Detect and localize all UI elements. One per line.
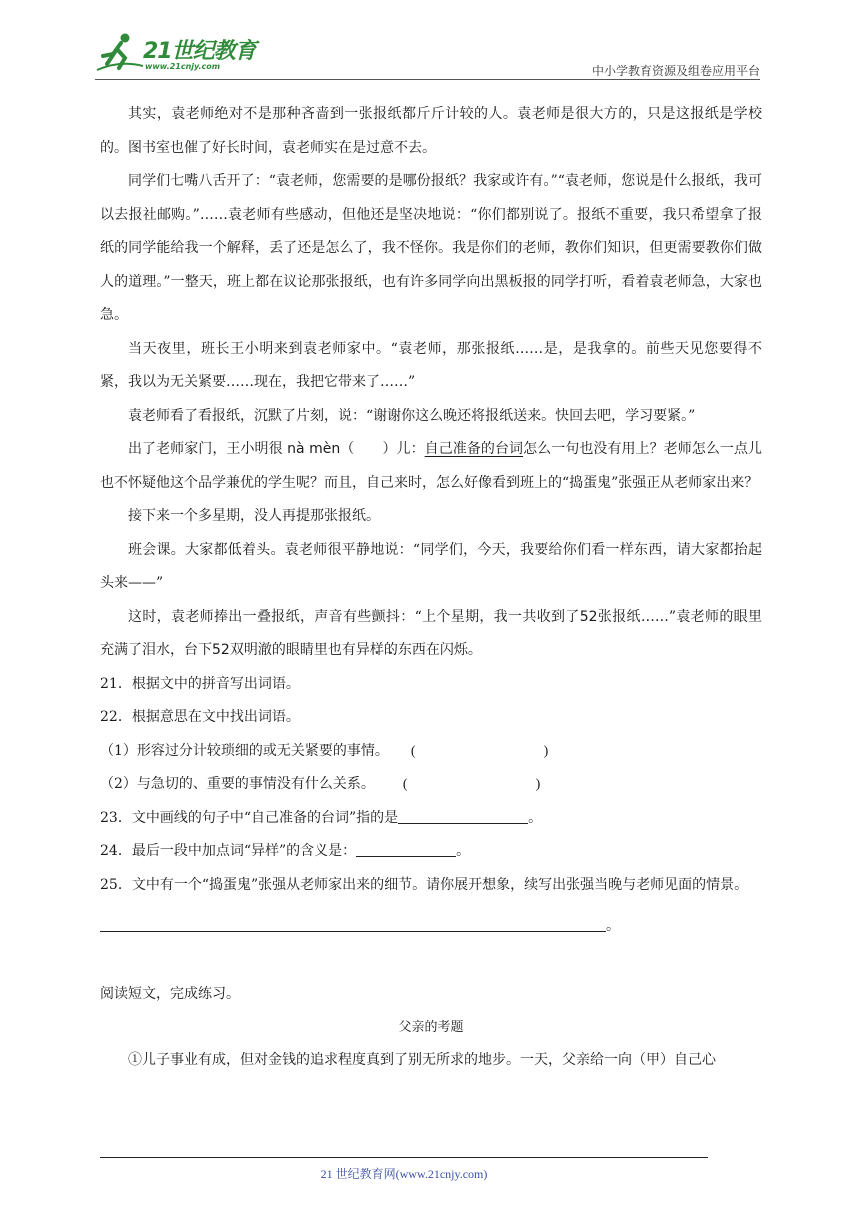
dotted-char: 样 • [370, 642, 384, 658]
sub-question-text: （2）与急切的、重要的事情没有什么关系。 [100, 776, 375, 792]
paragraph-text: 双明澈的眼睛里也有 [229, 642, 356, 658]
number-text: 52 [212, 642, 230, 658]
question-end-punct: 。 [528, 809, 543, 826]
question-22: 22．根据意思在文中找出词语。 [100, 709, 300, 725]
question-end-punct: 。 [606, 918, 620, 934]
document-body [100, 98, 762, 1078]
logo-url: www.21cnjy.com [145, 62, 221, 71]
story-title: 父亲的考题 [398, 1020, 464, 1035]
paragraph-text: 这时，袁老师捧出一叠报纸，声音有些颤抖：“上个星期，我一共收到了 [128, 608, 580, 625]
passage-paragraph-5 [100, 433, 762, 500]
answer-paren-close: ) [543, 743, 549, 759]
question-text: 24．最后一段中加点词“异样”的含义是： [100, 843, 357, 859]
dotted-char: 异 • [356, 642, 370, 658]
question-24 [100, 835, 762, 869]
paragraph-text: 出了老师家门，王小明很 [128, 441, 288, 457]
answer-blank[interactable] [398, 809, 528, 824]
question-21: 21．根据文中的拼音写出词语。 [100, 675, 300, 692]
logo-text: 21世纪教育 [143, 39, 256, 64]
question-end-punct: 。 [456, 843, 471, 859]
footer-divider [100, 1157, 708, 1158]
paragraph-text: 的东西在闪烁。 [383, 642, 482, 658]
passage-paragraph-8 [100, 601, 762, 668]
story-paragraph-1: ①儿子事业有成，但对金钱的追求程度真到了别无所求的地步。一天，父亲给一向（甲）自己心 [128, 1052, 716, 1068]
question-22-2 [100, 768, 762, 802]
header-divider [95, 79, 760, 80]
section-intro: 阅读短文，完成练习。 [100, 985, 240, 1002]
answer-paren-open: ( [402, 777, 408, 792]
sub-question-text: （1）形容过分计较琐细的或无关紧要的事情。 [100, 742, 389, 759]
answer-blank[interactable] [356, 842, 456, 857]
header-platform-text: 中小学教育资源及组卷应用平台 [591, 64, 760, 78]
number-text: 52 [579, 608, 598, 625]
pinyin-prompt: nà mèn [287, 441, 341, 457]
runner-logo-icon [95, 30, 145, 74]
answer-paren-open: ( [410, 743, 416, 759]
underlined-sentence: 自己准备的台词 [424, 441, 524, 457]
question-text: 23．文中画线的句子中“自己准备的台词”指的是 [100, 809, 399, 826]
passage-paragraph-6: 接下来一个多星期，没人再提那张报纸。 [128, 508, 380, 524]
site-logo [95, 30, 265, 74]
answer-paren-close: ) [535, 777, 541, 792]
passage-paragraph-1: 其实，袁老师绝对不是那种吝啬到一张报纸都斤斤计较的人。袁老师是很大方的，只是这报纸是学校的。图书室也催了好长时间，袁老师实在是过意不去。 [100, 106, 762, 156]
question-23 [100, 802, 762, 836]
passage-paragraph-3: 当天夜里，班长王小明来到袁老师家中。“袁老师，那张报纸……是，是我拿的。前些天见您要得不紧，我以为无关紧要……现在，我把它带来了……” [100, 340, 762, 390]
paragraph-text: 张报纸……”袁老师的眼里充满了泪水，台下 [100, 608, 762, 658]
question-25: 25．文中有一个“捣蛋鬼”张强从老师家出来的细节。请你展开想象，续写出张强当晚与老师见面的情景。 [100, 876, 749, 893]
passage-paragraph-4: 袁老师看了看报纸，沉默了片刻，说：“谢谢你这么晚还将报纸送来。快回去吧，学习要紧。” [128, 407, 696, 424]
question-25-answer [100, 910, 762, 944]
page-footer: 21 世纪教育网(www.21cnjy.com) [320, 1167, 488, 1181]
passage-paragraph-7: 班会课。大家都低着头。袁老师很平静地说：“同学们，今天，我要给你们看一样东西，请大家都抬起头来——” [100, 541, 762, 591]
answer-parentheses: （ ）儿： [340, 441, 425, 457]
page-header [95, 30, 760, 80]
question-22-1 [100, 735, 762, 769]
passage-paragraph-2: 同学们七嘴八舌开了：“袁老师，您需要的是哪份报纸？我家或许有。”“袁老师，您说是什么报纸，我可以去报社邮购。”……袁老师有些感动，但他还是坚决地说：“你们都别说了。报纸不重要，我只希望拿了报纸的同学能给我一个解释，丢了还是怎么了，我不怪你。我是你们的老师，教你们知识，但更需要教你们做人的道理。”一整天，班上都在议论那张报纸，也有许多同学向出黑板报的同学打听，看着袁老师急，大家也急。 [100, 173, 762, 323]
answer-blank[interactable] [100, 917, 606, 932]
paragraph-text: 怎么一句也没有用上？老师怎么一点儿也不怀疑他这个品学兼优的学生呢？而且，自己来时，怎么好像看到班上的“捣蛋鬼”张强正从老师家出来？ [100, 441, 763, 491]
